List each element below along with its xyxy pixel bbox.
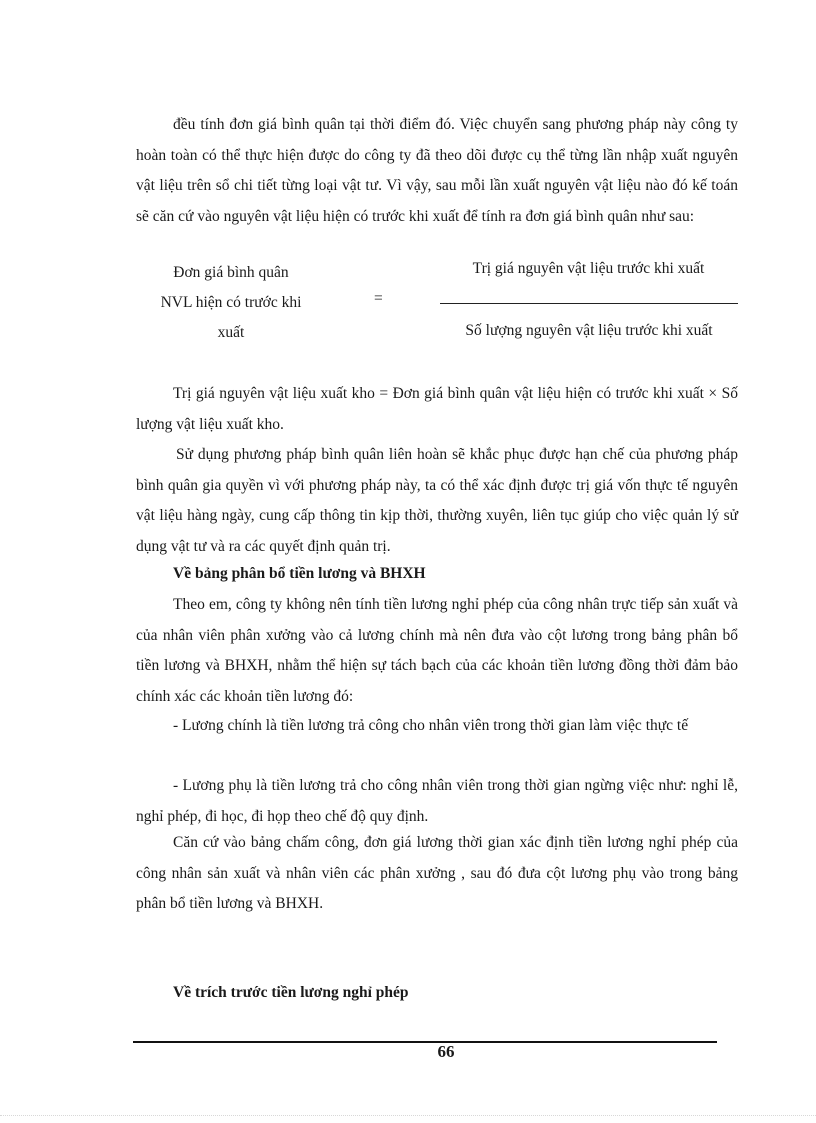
heading-leave-salary-accrual: Về trích trước tiền lương nghỉ phép	[173, 984, 409, 1001]
paragraph-method-explanation: đều tính đơn giá bình quân tại thời điểm đó. Việc chuyển sang phương pháp này công ty hoàn toàn có thể thực hiện được do công ty đã theo dõi được cụ thể từng lần nhập xuất nguyên vật liệu trên sổ chi tiết từng loại vật tư. Vì vậy, sau mỗi lần xuất nguyên vật liệu nào đó kế toán sẽ căn cứ vào nguyên vật liệu hiện có trước khi xuất để tính ra đơn giá bình quân như sau:	[136, 116, 738, 225]
formula-left-line-2: NVL hiện có trước khi	[160, 294, 302, 311]
formula-left-line-3: xuất	[217, 324, 245, 341]
formula-left-line-1: Đơn giá bình quân	[173, 264, 289, 281]
formula-fraction-bar	[440, 303, 738, 304]
formula-equals-sign: =	[374, 290, 383, 307]
average-price-formula	[136, 258, 738, 348]
page-bottom-dotted-line	[0, 1115, 816, 1116]
paragraph-timesheet-basis: Căn cứ vào bảng chấm công, đơn giá lương thời gian xác định tiền lương nghỉ phép của công nhân sản xuất và nhân viên các phân xưởng , sau đó đưa cột lương phụ vào trong bảng phân bổ tiền lương và BHXH.	[136, 834, 738, 912]
heading-salary-allocation: Về bảng phân bổ tiền lương và BHXH	[173, 565, 426, 582]
page-number: 66	[437, 1042, 455, 1061]
paragraph-export-value: Trị giá nguyên vật liệu xuất kho = Đơn giá bình quân vật liệu hiện có trước khi xuất × Số lượng vật liệu xuất kho.	[136, 385, 738, 433]
paragraph-supplementary-salary: - Lương phụ là tiền lương trả cho công nhân viên trong thời gian ngừng việc như: nghỉ lễ, nghỉ phép, đi học, đi họp theo chế độ quy định.	[136, 777, 738, 825]
formula-denominator: Số lượng nguyên vật liệu trước khi xuất	[465, 322, 713, 339]
formula-numerator: Trị giá nguyên vật liệu trước khi xuất	[472, 260, 705, 277]
paragraph-salary-recommendation: Theo em, công ty không nên tính tiền lương nghỉ phép của công nhân trực tiếp sản xuất và của nhân viên phân xưởng vào cả lương chính mà nên đưa vào cột lương trong bảng phân bổ tiền lương và BHXH, nhằm thể hiện sự tách bạch của các khoản tiền lương đồng thời đảm bảo chính xác các khoản tiền lương đó:	[136, 596, 738, 705]
paragraph-main-salary: - Lương chính là tiền lương trả công cho nhân viên trong thời gian làm việc thực tế	[173, 717, 689, 734]
paragraph-continuous-average: Sử dụng phương pháp bình quân liên hoàn sẽ khắc phục được hạn chế của phương pháp bình quân gia quyền vì với phương pháp này, ta có thể xác định được trị giá vốn thực tế nguyên vật liệu hàng ngày, cung cấp thông tin kịp thời, thường xuyên, liên tục giúp cho việc quản lý sử dụng vật tư và ra các quyết định quản trị.	[136, 446, 738, 555]
